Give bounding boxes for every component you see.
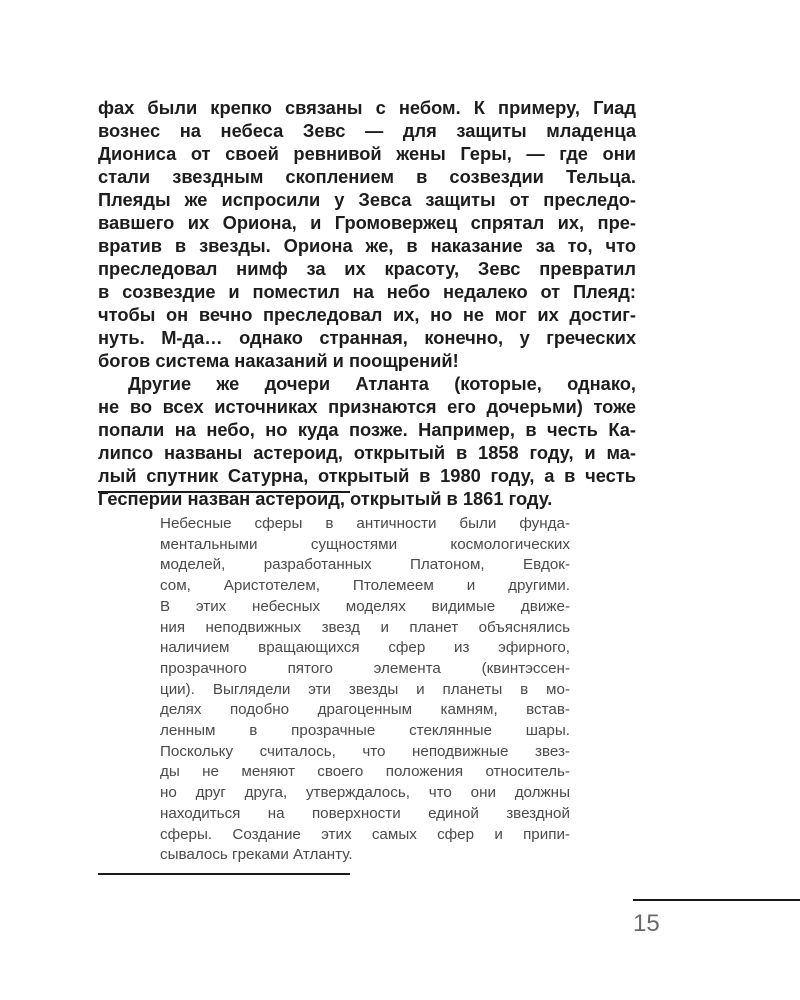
note-line: сывалось греками Атланту. [160,846,353,864]
text-line: лый спутник Сатурна, открытый в 1980 году, а в честь [98,465,636,486]
main-paragraph-1 [98,96,636,372]
text-line: преследовал нимф за их красоту, Зевс превратил [98,258,636,279]
text-line: попали на небо, но куда позже. Например, в честь Ка- [98,419,636,440]
note-line: сом, Аристотелем, Птолемеем и другими. [160,577,570,595]
text-line: нуть. М-да… однако странная, конечно, у греческих [98,327,636,348]
note-line: но друг друга, утверждалось, что они должны [160,784,570,802]
note-line: ленным в прозрачные стеклянные шары. [160,722,570,740]
sidebar-bottom-divider [98,873,350,875]
text-line: Плеяды же испросили у Зевса защиты от преследо- [98,189,636,210]
text-line: в созвездие и поместил на небо недалеко от Плеяд: [98,281,636,302]
note-line: находиться на поверхности единой звездной [160,804,570,822]
sidebar-top-divider [98,491,350,493]
note-line: моделей, разработанных Платоном, Евдок- [160,556,570,574]
note-line: Поскольку считалось, что неподвижные звез- [160,742,570,760]
text-line: фах были крепко связаны с небом. К примеру, Гиад [98,97,636,118]
note-line: ды не меняют своего положения относитель- [160,763,570,781]
note-line: наличием вращающихся сфер из эфирного, [160,639,570,657]
note-line: делях подобно драгоценным камням, встав- [160,701,570,719]
sidebar-note [160,514,570,866]
text-line: стали звездным скоплением в созвездии Тельца. [98,166,636,187]
text-line: чтобы он вечно преследовал их, но не мог их достиг- [98,304,636,325]
main-text-block [98,96,636,510]
page-number-divider [633,899,800,901]
text-line: Другие же дочери Атланта (которые, однако, [128,373,636,394]
note-line: Небесные сферы в античности были фунда- [160,515,570,532]
note-line: ния неподвижных звезд и планет объяснялись [160,618,570,636]
text-line: вавшего их Ориона, и Громовержец спрятал их, пре- [98,212,636,233]
note-line: прозрачного пятого элемента (квинтэссен- [160,659,570,677]
text-line: Гесперии назван астероид, открытый в 1861 году. [98,488,553,509]
note-line: ции). Выглядели эти звезды и планеты в мо- [160,680,570,698]
text-line: Диониса от своей ревнивой жены Геры, — где они [98,143,636,164]
note-line: В этих небесных моделях видимые движе- [160,597,570,615]
note-line: сферы. Создание этих самых сфер и припи- [160,825,570,843]
note-line: ментальными сущностями космологических [160,535,570,553]
page-number: 15 [633,910,660,937]
text-line: вратив в звезды. Ориона же, в наказание за то, что [98,235,636,256]
main-paragraph-2 [98,372,636,510]
text-line: липсо названы астероид, открытый в 1858 году, и ма- [98,442,636,463]
text-line: не во всех источниках признаются его дочерьми) тоже [98,396,636,417]
text-line: богов система наказаний и поощрений! [98,350,459,371]
text-line: вознес на небеса Зевс — для защиты младенца [98,120,636,141]
